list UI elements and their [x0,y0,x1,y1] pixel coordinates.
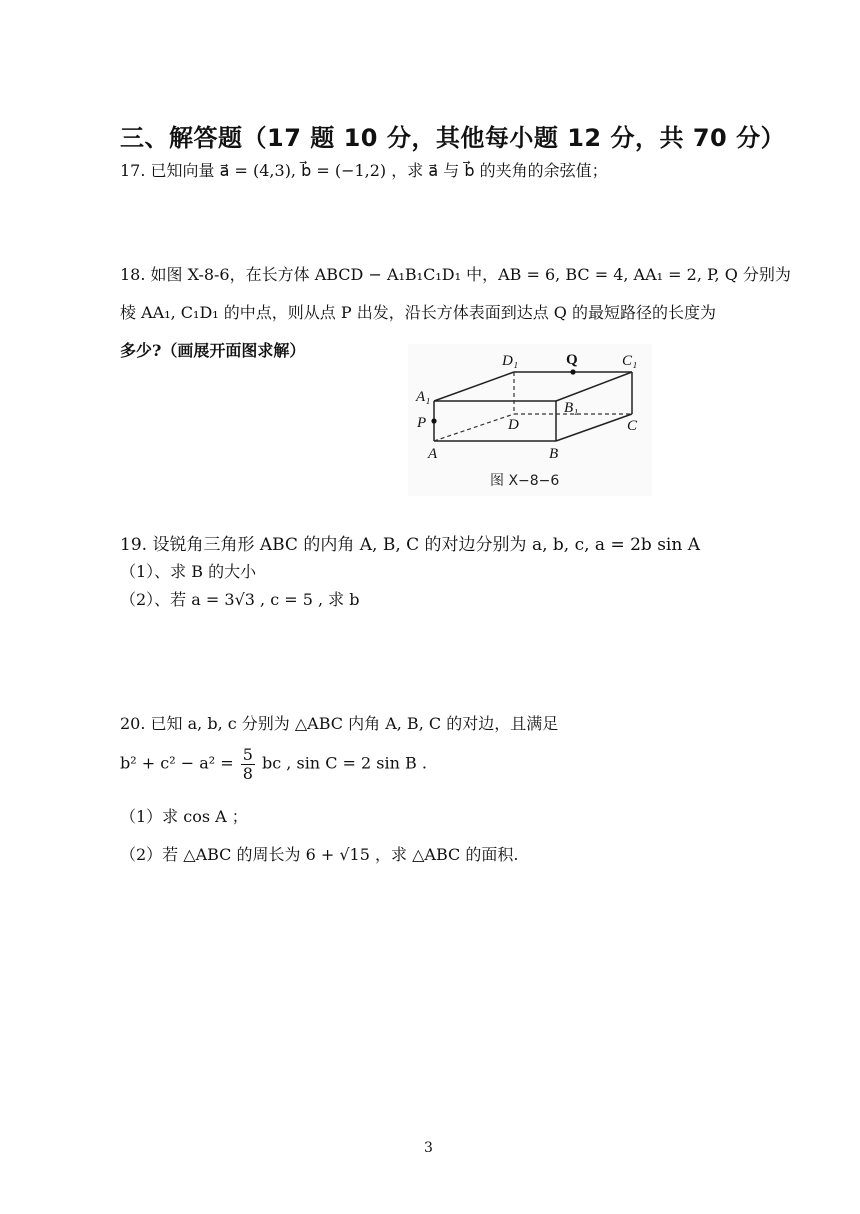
label-d1: D₁ [502,353,519,369]
label-p: P [417,415,427,431]
label-c1: C₁ [622,353,638,369]
question-20-part-2: （2）若 △ABC 的周长为 6 + √15 ，求 △ABC 的面积. [120,845,519,864]
question-18-line-2: 棱 AA₁, C₁D₁ 的中点，则从点 P 出发，沿长方体表面到达点 Q 的最短路径的长度为 [120,303,716,322]
point-q [570,369,575,374]
label-b1: B₁ [564,400,579,416]
question-20-equation [120,746,427,782]
section-title: 三、解答题（17 题 10 分，其他每小题 12 分，共 70 分） [120,124,786,152]
question-17: 17. 已知向量 a⃗ = (4,3), b⃗ = (−1,2) ，求 a⃗ 与 b⃗ 的夹角的余弦值； [120,161,608,180]
label-a1: A₁ [416,389,431,405]
fraction-numerator: 5 [242,745,253,764]
page-number: 3 [424,1140,433,1156]
fraction-denominator: 8 [242,763,253,783]
label-c: C [627,418,638,434]
question-18-line-1: 18. 如图 X-8-6，在长方体 ABCD − A₁B₁C₁D₁ 中，AB = 6, BC = 4, AA₁ = 2, P, Q 分别为 [120,265,791,284]
figure-caption: 图 X−8−6 [490,473,560,489]
label-a: A [428,446,438,462]
question-18-line-3: 多少?（画展开面图求解） [120,341,306,360]
question-19-part-2: （2）、若 a = 3√3 , c = 5 , 求 b [120,590,360,609]
equation-left: b² + c² − a² = [120,753,234,773]
question-20-part-1: （1）求 cos A ； [120,807,248,826]
equation-right: bc , sin C = 2 sin B . [262,753,427,773]
label-q: Q [566,352,578,368]
cuboid-figure [408,344,652,496]
fraction [241,746,255,782]
label-b: B [549,446,559,462]
question-20-line-1: 20. 已知 a, b, c 分别为 △ABC 内角 A, B, C 的对边，且满足 [120,714,559,733]
question-19-part-1: （1）、求 B 的大小 [120,562,257,581]
point-p [431,418,436,423]
label-d: D [508,417,519,433]
question-19-line-1: 19. 设锐角三角形 ABC 的内角 A, B, C 的对边分别为 a, b, c, a = 2b sin A [120,535,700,555]
